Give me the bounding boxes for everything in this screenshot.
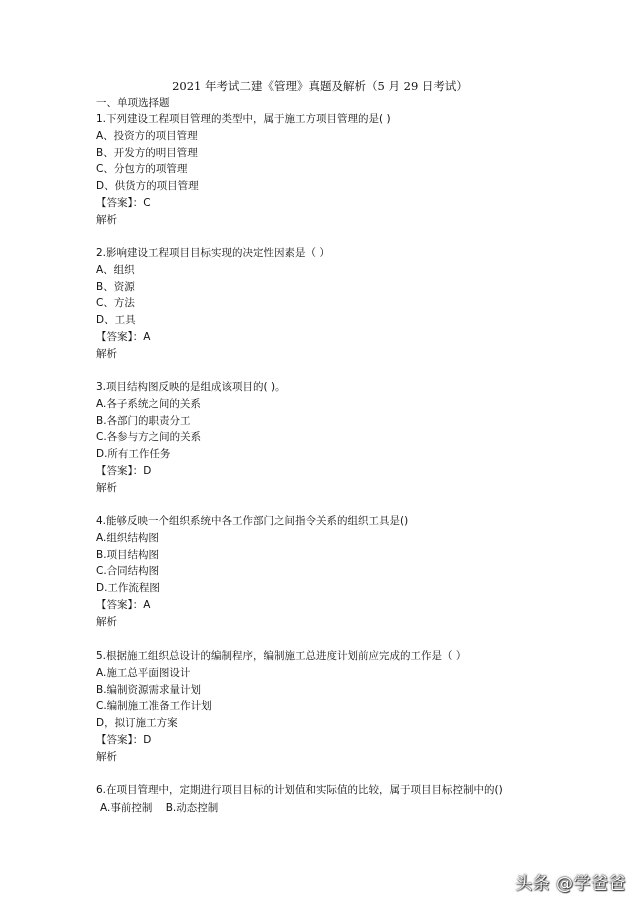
option-d: D、工具 xyxy=(96,314,136,327)
option-b: B.动态控制 xyxy=(165,802,219,814)
question-6 xyxy=(96,782,556,799)
question-stem: 2.影响建设工程项目目标实现的决定性因素是（ ） xyxy=(96,247,330,259)
option-a: A、投资方的项目管理 xyxy=(96,129,198,142)
analysis-label: 解析 xyxy=(96,347,117,360)
section-heading: 一、单项选择题 xyxy=(96,97,170,109)
answer-line: 【答案】：C xyxy=(96,196,151,209)
option-c: C、分包方的项管理 xyxy=(96,163,188,176)
analysis-label: 解析 xyxy=(96,615,117,628)
option-c: C.合同结构图 xyxy=(96,565,160,578)
option-a: A.各子系统之间的关系 xyxy=(96,397,201,410)
option-b: B.各部门的职责分工 xyxy=(96,414,191,427)
option-b: B.项目结构图 xyxy=(96,548,160,561)
answer-line: 【答案】：A xyxy=(96,598,151,611)
question-stem: 1.下列建设工程项目管理的类型中，属于施工方项目管理的是( ) xyxy=(96,113,391,125)
watermark: 头条 @学爸爸 xyxy=(515,874,626,894)
option-a: A.事前控制 xyxy=(100,802,153,814)
option-a: A.施工总平面图设计 xyxy=(96,666,191,679)
question-stem: 4.能够反映一个组织系统中各工作部门之间指令关系的组织工具是() xyxy=(96,515,409,527)
option-d: D.所有工作任务 xyxy=(96,448,171,461)
document-title: 2021 年考试二建《管理》真题及解析（5 月 29 日考试） xyxy=(172,79,468,93)
analysis-label: 解析 xyxy=(96,213,117,226)
answer-line: 【答案】：A xyxy=(96,330,151,343)
question-1 xyxy=(96,111,556,229)
option-b: B、开发方的明目管理 xyxy=(96,146,198,159)
question-6-options xyxy=(100,800,218,816)
option-a: A、组织 xyxy=(96,263,135,276)
option-b: B、资源 xyxy=(96,280,135,293)
question-stem: 5.根据施工组织总设计的编制程序，编制施工总进度计划前应完成的工作是（ ） xyxy=(96,650,467,662)
option-a: A.组织结构图 xyxy=(96,531,159,544)
option-d: D.工作流程图 xyxy=(96,582,160,595)
question-stem: 3.项目结构图反映的是组成该项目的( )。 xyxy=(96,381,286,393)
option-d: D，拟订施工方案 xyxy=(96,717,178,730)
question-4 xyxy=(96,513,556,631)
option-c: C.编制施工准备工作计划 xyxy=(96,700,212,713)
question-5 xyxy=(96,648,556,766)
option-c: C.各参与方之间的关系 xyxy=(96,431,202,444)
question-2 xyxy=(96,245,556,363)
option-d: D、供货方的项目管理 xyxy=(96,180,199,193)
question-3 xyxy=(96,379,556,497)
analysis-label: 解析 xyxy=(96,481,117,494)
option-c: C、方法 xyxy=(96,297,135,310)
answer-line: 【答案】：D xyxy=(96,464,152,477)
option-b: B.编制资源需求量计划 xyxy=(96,683,202,696)
answer-line: 【答案】：D xyxy=(96,733,152,746)
question-stem: 6.在项目管理中，定期进行项目目标的计划值和实际值的比较，属于项目目标控制中的() xyxy=(96,784,503,796)
analysis-label: 解析 xyxy=(96,750,117,763)
